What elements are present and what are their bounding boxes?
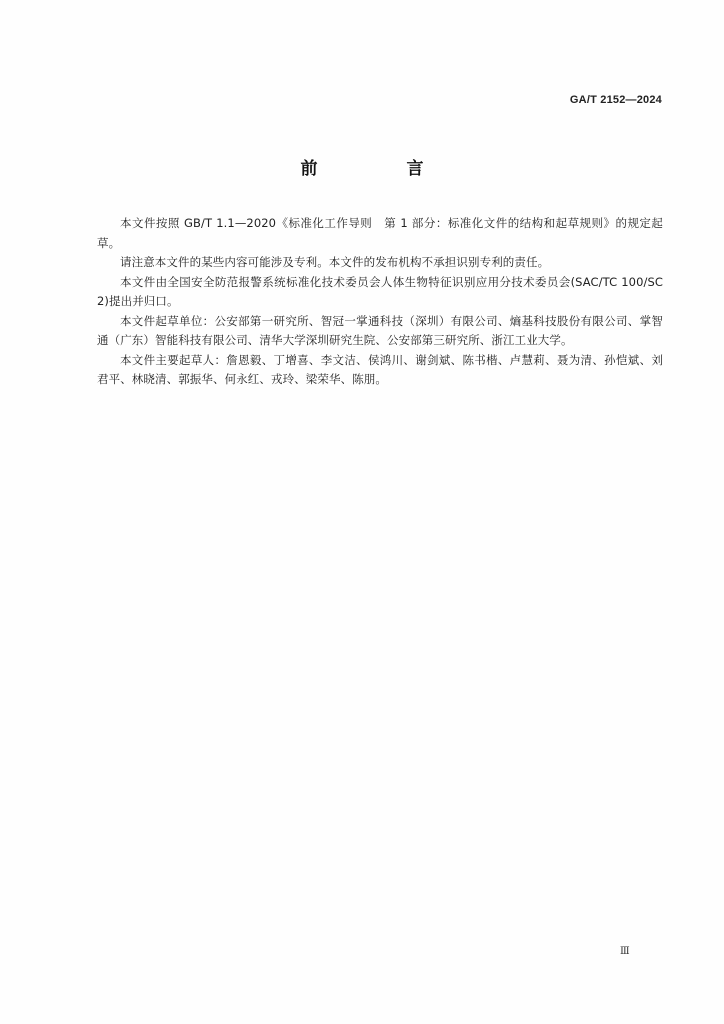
standard-code-header: GA/T 2152—2024 bbox=[569, 94, 662, 106]
page-number: Ⅲ bbox=[620, 946, 630, 957]
paragraph-drafting-units: 本文件起草单位：公安部第一研究所、智冠一掌通科技（深圳）有限公司、熵基科技股份有限公司、掌智通（广东）智能科技有限公司、清华大学深圳研究生院、公安部第三研究所、浙江工业大学。 bbox=[97, 313, 663, 347]
foreword-body bbox=[97, 214, 663, 390]
paragraph-proposer: 本文件由全国安全防范报警系统标准化技术委员会人体生物特征识别应用分技术委员会(SAC/TC 100/SC 2)提出并归口。 bbox=[97, 274, 663, 308]
paragraph-patent-notice: 请注意本文件的某些内容可能涉及专利。本文件的发布机构不承担识别专利的责任。 bbox=[120, 255, 550, 269]
section-title: 前 言 bbox=[300, 159, 460, 179]
paragraph-drafters: 本文件主要起草人：詹恩毅、丁增喜、李文洁、侯鸿川、谢剑斌、陈书楷、卢慧莉、聂为清、孙恺斌、刘君平、林晓清、郭振华、何永红、戎玲、梁荣华、陈朋。 bbox=[97, 352, 663, 386]
paragraph-drafting-rules: 本文件按照 GB/T 1.1—2020《标准化工作导则 第 1 部分：标准化文件的结构和起草规则》的规定起草。 bbox=[97, 216, 663, 250]
